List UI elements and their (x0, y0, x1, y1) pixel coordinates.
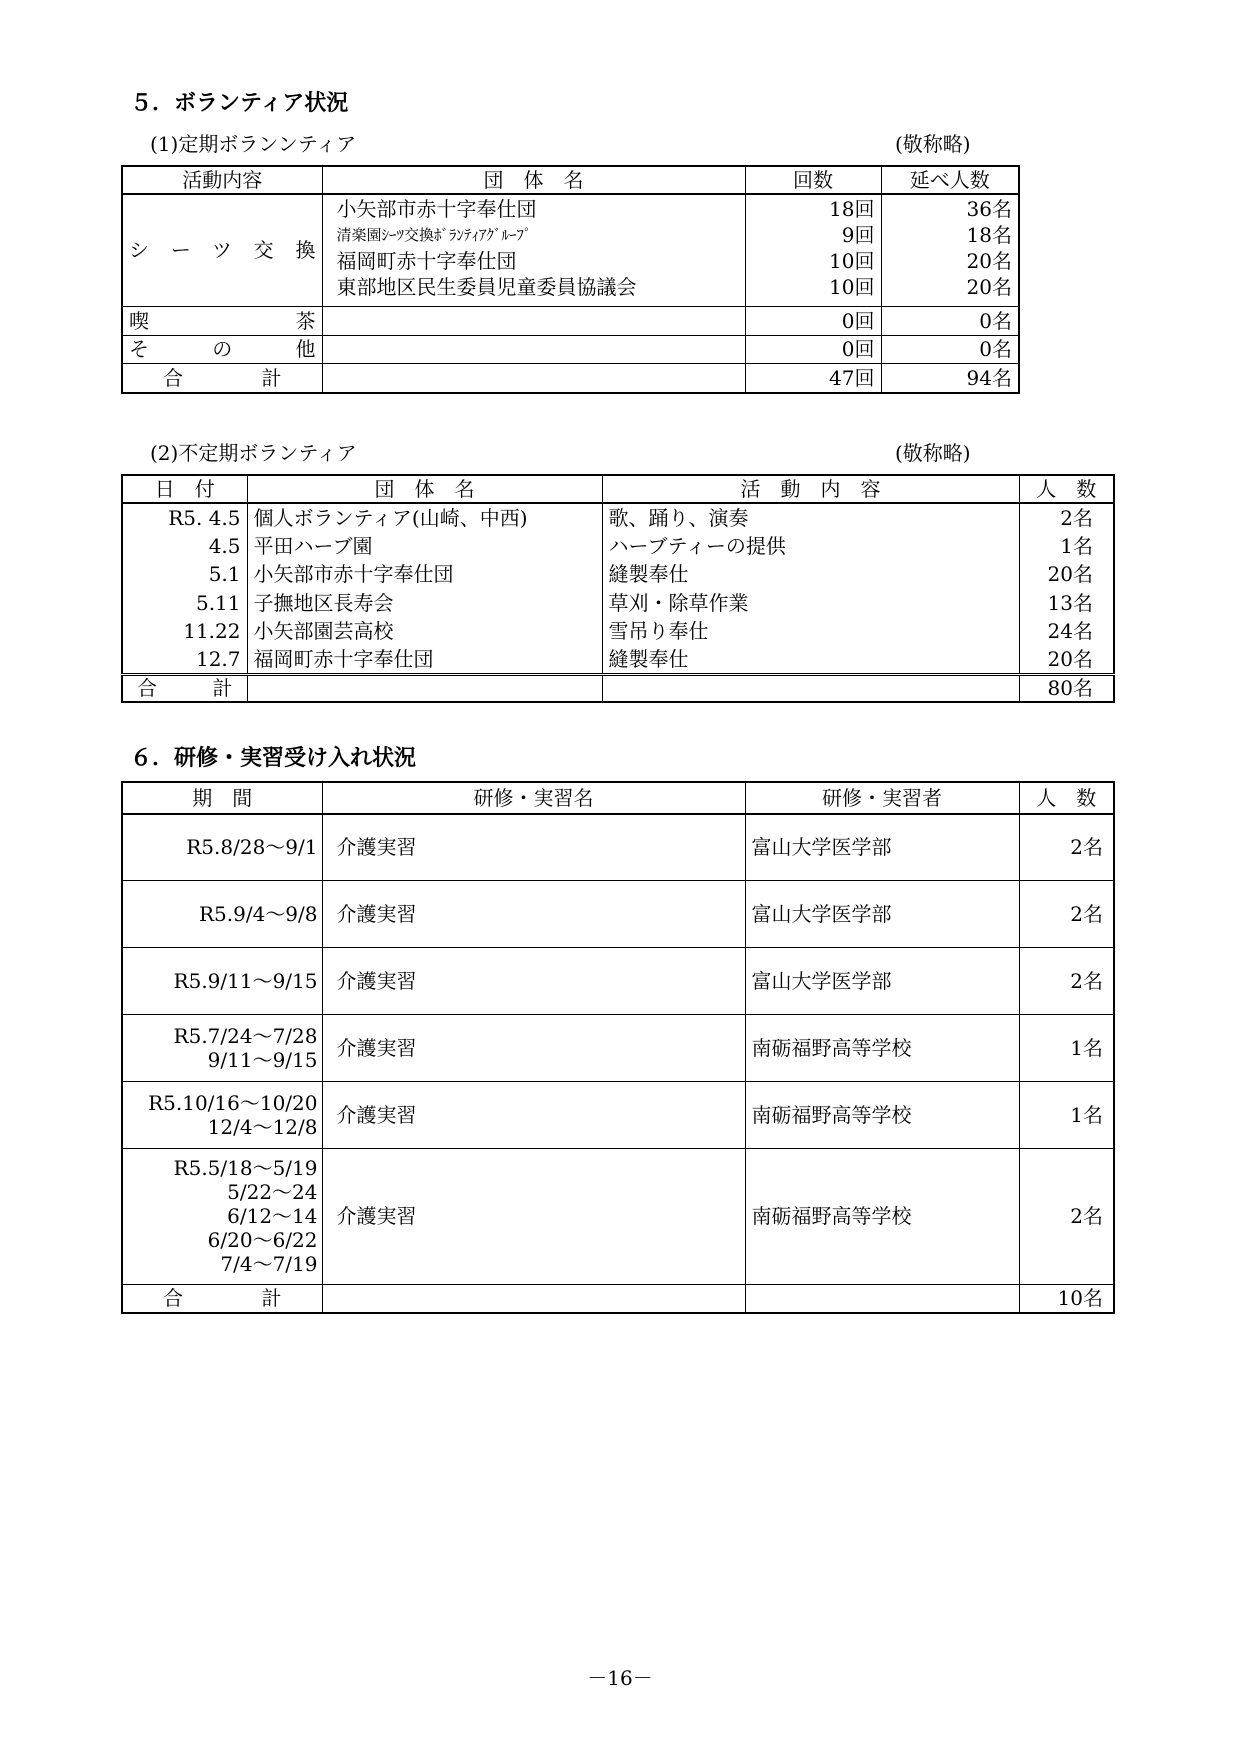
people-cell: 0名 (881, 335, 1019, 363)
trainee-cell: 富山大学医学部 (745, 947, 1019, 1014)
count-cell: 0回 (745, 335, 881, 363)
people-cell: 24名 (1019, 617, 1114, 646)
table-row (122, 947, 1114, 1014)
group-count: 10回 (829, 275, 875, 299)
header-people: 延べ人数 (881, 166, 1019, 194)
table-row (122, 532, 1114, 561)
group-count: 9回 (841, 223, 875, 247)
people-cell: 13名 (1019, 589, 1114, 618)
header-group: 団 体 名 (322, 166, 745, 194)
group-cell: 個人ボランティア(山崎、中西) (247, 503, 602, 532)
period-cell: R5.5/18～5/19 5/22～24 6/12～14 6/20～6/22 7/4～7/19 (122, 1148, 322, 1284)
period-cell: R5.7/24～7/28 9/11～9/15 (122, 1014, 322, 1081)
table-row (122, 646, 1114, 675)
group-name: 小矢部市赤十字奉仕団 (336, 197, 537, 221)
people-cell: 1名 (1019, 1081, 1114, 1148)
people-cell: 2名 (1019, 880, 1114, 947)
table-row (122, 589, 1114, 618)
total-people: 10名 (1019, 1284, 1114, 1313)
header-row (122, 166, 1019, 194)
section5-title: ５．ボランティア状況 (130, 90, 349, 116)
table-row (122, 1148, 1114, 1284)
people-cell: 1名 (1019, 532, 1114, 561)
name-cell: 介護実習 (322, 947, 745, 1014)
header-people: 人 数 (1019, 782, 1114, 814)
trainee-cell: 富山大学医学部 (745, 880, 1019, 947)
activity-cell: 雪吊り奉仕 (602, 617, 1019, 646)
activity-cell: 縫製奉仕 (602, 560, 1019, 589)
empty-cell (745, 1284, 1019, 1313)
header-name: 研修・実習名 (322, 782, 745, 814)
table-row (122, 880, 1114, 947)
table-row (122, 335, 1019, 363)
period-cell: R5.8/28～9/1 (122, 814, 322, 880)
group-cell (322, 306, 745, 335)
page-number: －16－ (587, 1666, 653, 1690)
total-row (122, 674, 1114, 702)
period-cell: R5.9/11～9/15 (122, 947, 322, 1014)
total-label: 合計 (122, 674, 247, 702)
group-count: 18回 (829, 197, 875, 221)
people-cell: 2名 (1019, 947, 1114, 1014)
table-row (122, 194, 1019, 306)
group-name: 清楽園ｼｰﾂ交換ﾎﾞﾗﾝﾃｨｱｸﾞﾙｰﾌﾟ (336, 226, 532, 244)
total-label: 合計 (122, 1284, 322, 1313)
table-row (122, 1014, 1114, 1081)
group-people: 20名 (966, 275, 1012, 299)
activity-cell: シーツ交換 (122, 194, 322, 306)
people-cell (881, 194, 1019, 306)
header-people: 人 数 (1019, 475, 1114, 503)
table-row (122, 306, 1019, 335)
regular-volunteer-table (121, 165, 1020, 394)
group-cell: 福岡町赤十字奉仕団 (247, 646, 602, 675)
date-cell: 12.7 (122, 646, 247, 675)
count-cell (745, 194, 881, 306)
trainee-cell: 南砺福野高等学校 (745, 1014, 1019, 1081)
table-row (122, 1081, 1114, 1148)
irregular-volunteer-table (121, 474, 1115, 703)
group-name: 福岡町赤十字奉仕団 (336, 249, 517, 273)
honorific-note: (敬称略) (895, 441, 971, 465)
empty-cell (322, 363, 745, 393)
period-cell: R5.10/16～10/20 12/4～12/8 (122, 1081, 322, 1148)
people-cell: 20名 (1019, 560, 1114, 589)
total-count: 47回 (745, 363, 881, 393)
name-cell: 介護実習 (322, 1081, 745, 1148)
group-people: 18名 (966, 223, 1012, 247)
section6-title: ６．研修・実習受け入れ状況 (130, 745, 417, 771)
activity-cell: ハーブティーの提供 (602, 532, 1019, 561)
date-cell: 11.22 (122, 617, 247, 646)
group-people: 20名 (966, 249, 1012, 273)
group-cell (322, 335, 745, 363)
honorific-note: (敬称略) (895, 132, 971, 156)
header-trainee: 研修・実習者 (745, 782, 1019, 814)
empty-cell (322, 1284, 745, 1313)
period-cell: R5.9/4～9/8 (122, 880, 322, 947)
group-cell: 子撫地区長寿会 (247, 589, 602, 618)
name-cell: 介護実習 (322, 1148, 745, 1284)
header-count: 回数 (745, 166, 881, 194)
table-row (122, 560, 1114, 589)
total-row (122, 363, 1019, 393)
header-period: 期 間 (122, 782, 322, 814)
name-cell: 介護実習 (322, 1014, 745, 1081)
people-cell: 20名 (1019, 646, 1114, 675)
group-cell: 小矢部園芸高校 (247, 617, 602, 646)
header-activity: 活動内容 (122, 166, 322, 194)
total-people: 80名 (1019, 674, 1114, 702)
people-cell: 0名 (881, 306, 1019, 335)
table-row (122, 503, 1114, 532)
group-cell: 小矢部市赤十字奉仕団 (247, 560, 602, 589)
date-cell: R5. 4.5 (122, 503, 247, 532)
activity-cell: 縫製奉仕 (602, 646, 1019, 675)
name-cell: 介護実習 (322, 814, 745, 880)
group-cell (322, 194, 745, 306)
trainee-cell: 富山大学医学部 (745, 814, 1019, 880)
total-row (122, 1284, 1114, 1313)
header-date: 日 付 (122, 475, 247, 503)
header-row (122, 782, 1114, 814)
trainee-cell: 南砺福野高等学校 (745, 1081, 1019, 1148)
total-people: 94名 (881, 363, 1019, 393)
group-count: 10回 (829, 249, 875, 273)
empty-cell (602, 674, 1019, 702)
table-row (122, 814, 1114, 880)
people-cell: 2名 (1019, 1148, 1114, 1284)
people-cell: 2名 (1019, 814, 1114, 880)
header-activity: 活 動 内 容 (602, 475, 1019, 503)
activity-cell: 喫茶 (122, 306, 322, 335)
date-cell: 5.11 (122, 589, 247, 618)
activity-cell: その他 (122, 335, 322, 363)
count-cell: 0回 (745, 306, 881, 335)
total-label: 合計 (122, 363, 322, 393)
people-cell: 2名 (1019, 503, 1114, 532)
irregular-volunteer-title: (2)不定期ボランティア (150, 441, 357, 465)
empty-cell (247, 674, 602, 702)
training-table (121, 781, 1115, 1314)
date-cell: 4.5 (122, 532, 247, 561)
regular-volunteer-title: (1)定期ボランンティア (150, 132, 357, 156)
date-cell: 5.1 (122, 560, 247, 589)
group-people: 36名 (966, 197, 1012, 221)
people-cell: 1名 (1019, 1014, 1114, 1081)
group-cell: 平田ハーブ園 (247, 532, 602, 561)
header-group: 団 体 名 (247, 475, 602, 503)
header-row (122, 475, 1114, 503)
table-row (122, 617, 1114, 646)
activity-cell: 草刈・除草作業 (602, 589, 1019, 618)
group-name: 東部地区民生委員児童委員協議会 (336, 275, 637, 299)
trainee-cell: 南砺福野高等学校 (745, 1148, 1019, 1284)
activity-cell: 歌、踊り、演奏 (602, 503, 1019, 532)
name-cell: 介護実習 (322, 880, 745, 947)
